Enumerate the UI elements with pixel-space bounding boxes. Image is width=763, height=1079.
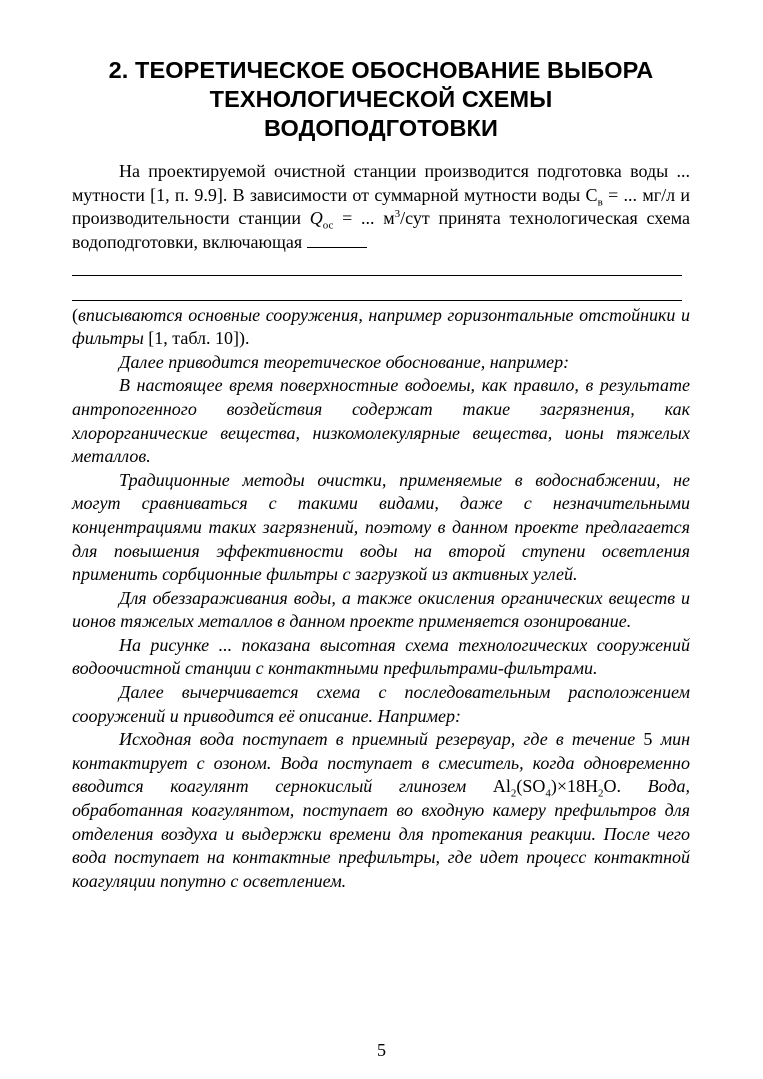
paragraph-traditional: Традиционные методы очистки, применяемые в водоснабжении, не могут сравниваться с такими видами, даже с незначительными концентрациями таких загрязнений, поэтому в данном проекте предлагается для повышения эффективности воды на второй ступени осветления применить сорбционные фильтры с загрузкой из активных углей.	[72, 469, 690, 585]
title-line-1: 2. ТЕОРЕТИЧЕСКОЕ ОБОСНОВАНИЕ ВЫБОРА	[108, 57, 654, 83]
paragraph-ozone: Для обеззараживания воды, а также окисления органических веществ и ионов тяжелых металлов в данном проекте применяется озонирование.	[72, 587, 690, 632]
blank-line-inline	[307, 231, 367, 248]
paragraph-next: Далее приводится теоретическое обоснование, например:	[119, 351, 570, 372]
page-number: 5	[377, 1040, 386, 1060]
document-page	[72, 56, 690, 893]
title-line-3: ВОДОПОДГОТОВКИ	[264, 115, 498, 141]
paragraph-sources: В настоящее время поверхностные водоемы, как правило, в результате антропогенного воздействия содержат такие загрязнения, как хлорорганические вещества, низкомолекулярные вещества, ионы тяжелых металлов.	[72, 375, 690, 467]
blank-line-2	[72, 279, 682, 301]
paragraph-process: Исходная вода поступает в приемный резервуар, где в течение 5 мин контактирует с озоном. Вода поступает в смеситель, когда одновременно вводится коагулянт сернокислый глинозем $Al_2(SO_4)\times 18H_2O$. Вода, обработанная коагулянтом, поступает во входную камеру префильтров для отделения воздуха и выдержки времени для протекания реакции. После чего вода поступает на контактные префильтры, где идет процесс контактной коагуляции попутно с осветлением.	[72, 729, 691, 891]
note-paragraph: (вписываются основные сооружения, например горизонтальные отстойники и фильтры [1, табл. 10]).	[72, 304, 690, 349]
section-title	[72, 56, 690, 143]
paragraph-figure: На рисунке ... показана высотная схема технологических сооружений водоочистной станции с контактными префильтрами-фильтрами.	[72, 634, 690, 679]
paragraph-scheme: Далее вычерчивается схема с последовательным расположением сооружений и приводится её описание. Например:	[72, 682, 690, 726]
blank-line-1	[72, 254, 682, 276]
intro-paragraph: На проектируемой очистной станции производится подготовка воды ... мутности [1, п. 9.9]. В зависимости от суммарной мутности воды $С_в$ = ... мг/л и производительности станции $Q_{ос}$ = ... $м^3$/сут принята технологическая схема водоподготовки, включающая	[72, 161, 691, 252]
title-line-2: ТЕХНОЛОГИЧЕСКОЙ СХЕМЫ	[209, 86, 553, 112]
